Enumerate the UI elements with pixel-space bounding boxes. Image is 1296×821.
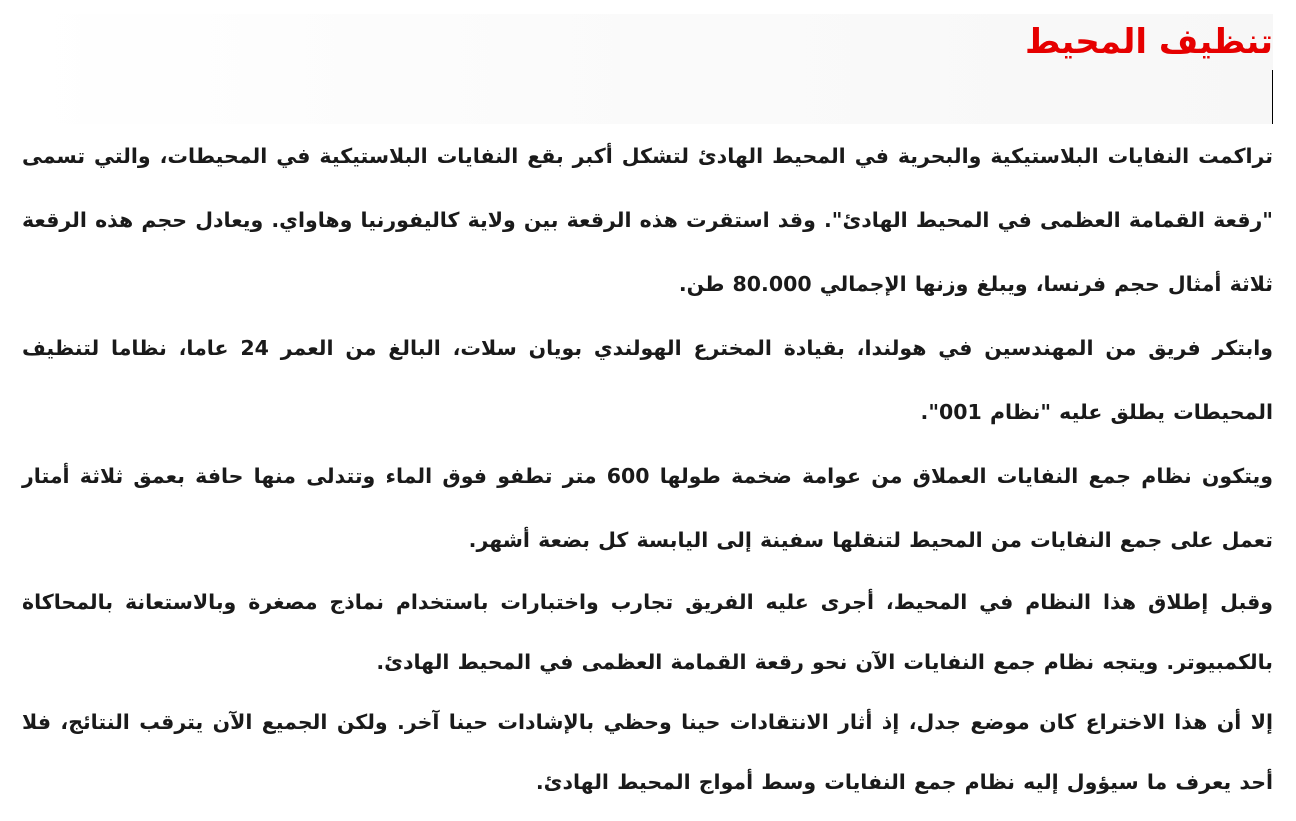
article-body — [22, 124, 1273, 812]
page-title: تنظيف المحيط — [1025, 22, 1273, 62]
article — [22, 14, 1273, 812]
text-cursor — [1272, 70, 1273, 124]
paragraph-controversy: إلا أن هذا الاختراع كان موضع جدل، إذ أثار الانتقادات حينا وحظي بالإشادات حينا آخر. ولكن الجميع الآن يترقب النتائج، فلا أحد يعرف ما سيؤول إليه نظام جمع النفايات وسط أمواج المحيط الهادئ. — [22, 710, 1273, 794]
paragraph-ocean-garbage-patch: تراكمت النفايات البلاستيكية والبحرية في المحيط الهادئ لتشكل أكبر بقع النفايات البلاستيكية في المحيطات، والتي تسمى "رقعة القمامة العظمى في المحيط الهادئ". وقد استقرت هذه الرقعة بين ولاية كاليفورنيا وهاواي. ويعادل حجم هذه الرقعة ثلاثة أمثال حجم فرنسا، ويبلغ وزنها الإجمالي 80.000 طن. — [22, 144, 1273, 296]
paragraph-inventor-team: وابتكر فريق من المهندسين في هولندا، بقيادة المخترع الهولندي بويان سلات، البالغ من العمر 24 عاما، نظاما لتنظيف المحيطات يطلق عليه "نظام 001". — [22, 336, 1273, 424]
title-bar — [22, 14, 1273, 124]
paragraph-system-design: ويتكون نظام جمع النفايات العملاق من عوامة ضخمة طولها 600 متر تطفو فوق الماء وتتدلى منها حافة بعمق ثلاثة أمتار تعمل على جمع النفايات من المحيط لتنقلها سفينة إلى اليابسة كل بضعة أشهر. — [22, 464, 1273, 552]
paragraph-testing: وقبل إطلاق هذا النظام في المحيط، أجرى عليه الفريق تجارب واختبارات باستخدام نماذج مصغرة وبالاستعانة بالمحاكاة بالكمبيوتر. ويتجه نظام جمع النفايات الآن نحو رقعة القمامة العظمى في المحيط الهادئ. — [22, 590, 1273, 674]
